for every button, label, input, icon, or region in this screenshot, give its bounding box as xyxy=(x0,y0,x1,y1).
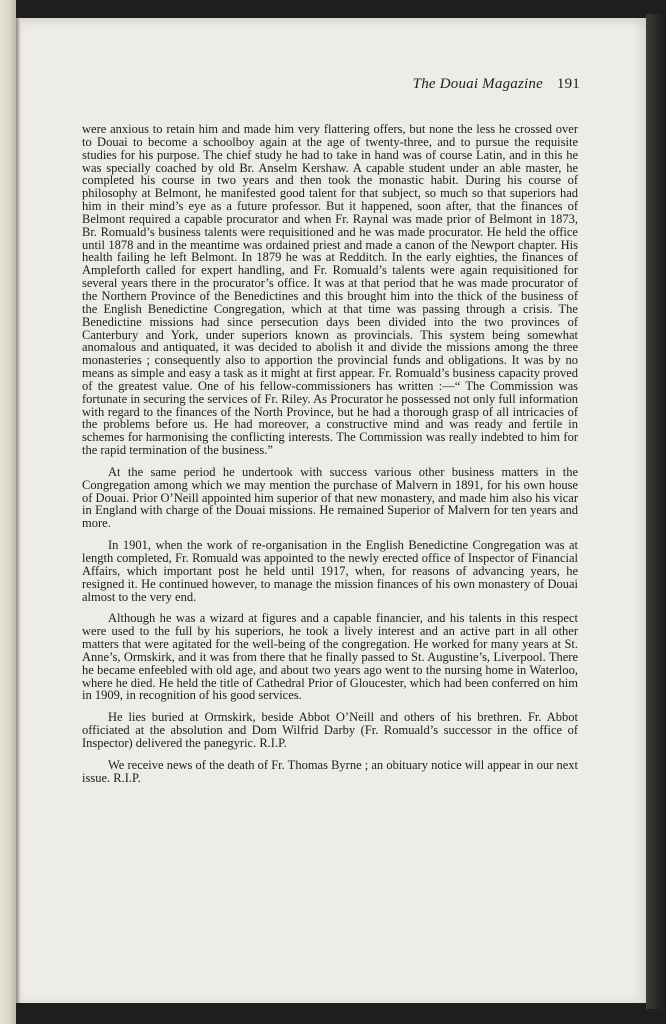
page-number: 191 xyxy=(556,76,580,92)
paragraph: We receive news of the death of Fr. Thomas Byrne ; an obituary notice will appear in our next issue. R.I.P. xyxy=(82,757,578,785)
paragraph: Although he was a wizard at figures and a capable financier, and his talents in this respect were used to the full by his superiors, he took a lively interest and an active part in all other matters that were agitated for the well-being of the congregation. He worked for many years at St. Anne’s, Ormskirk, and it was from there that he finally passed to St. Augustine’s, Liverpool. There he became enfeebled with old age, and about two years ago went to the nursing home in Waterloo, where he died. He held the title of Cathedral Prior of Gloucester, which had been conferred on him in 1909, in recognition of his good services. xyxy=(82,611,578,703)
paragraph: He lies buried at Ormskirk, beside Abbot O’Neill and others of his brethren. Fr. Abbot officiated at the absolution and Dom Wilfrid Darby (Fr. Romuald’s successor in the office of Inspector) delivered the panegyric. R.I.P. xyxy=(82,710,578,750)
running-header xyxy=(413,76,580,93)
page-edge-shadow xyxy=(646,14,666,1009)
book-binding xyxy=(0,0,16,1024)
paragraph: At the same period he undertook with success various other business matters in the Congregation among which we may mention the purchase of Malvern in 1891, for his own house of Douai. Prior O’Neill appointed him superior of that new monastery, and made him also his vicar in England with charge of the Douai missions. He remained Superior of Malvern for ten years and more. xyxy=(82,464,578,531)
paragraph: were anxious to retain him and made him very flattering offers, but none the less he crossed over to Douai to become a schoolboy again at the age of twenty-three, and to pursue the requisite studies for his purpose. The chief study he had to take in hand was of course Latin, and in this he was specially coached by old Br. Anselm Kershaw. A capable student under an able master, he completed his course in two years and then took the monastic habit. During his course of philosophy at Belmont, he manifested good talent for that subject, so much so that superiors had him in their mind’s eye as a future professor. But it happened, soon after, that the finances of Belmont required a capable procurator and when Fr. Raynal was made prior of Belmont in 1873, Br. Romuald’s business talents were requisitioned and he was made procurator. He held the office until 1878 and in the meantime was ordained priest and made a canon of the Newport chapter. His health failing he left Belmont. In 1879 he was at Redditch. In the early eighties, the finances of Ampleforth called for expert handling, and Fr. Romuald’s talents were again requisitioned for several years there in the procurator’s office. It was at that period that he was made procurator of the Northern Province of the Benedictines and this brought him into the thick of the business of the English Benedictine Congregation, which at that time was passing through a crisis. The Benedictine missions had since persecution days been divided into the two provinces of Canterbury and York, under superiors known as provincials. This system being somewhat anomalous and antiquated, it was decided to abolish it and divide the missions among the three monasteries ; consequently also to apportion the provincial funds and obligations. It was by no means as simple and easy a task as it might at first appear. Fr. Romuald’s business capacity proved of the greatest value. One of his fellow-commissioners has written :—“ The Commission was fortunate in securing the services of Fr. Riley. As Procurator he possessed not only full information with regard to the finances of the North Province, but he had a thorough grasp of all intricacies of the problems before us. He had moreover, a constructive mind and was ready and fertile in schemes for harmonising the conflicting interests. The Commission was really indebted to him for the rapid termination of the business.” xyxy=(82,122,578,458)
article-body xyxy=(82,123,578,785)
paragraph: In 1901, when the work of re-organisation in the English Benedictine Congregation was at length completed, Fr. Romuald was appointed to the newly erected office of Inspector of Financial Affairs, which important post he held until 1917, when, for reasons of advancing years, he resigned it. He continued however, to manage the mission finances of his own monastery of Douai almost to the very end. xyxy=(82,538,578,604)
magazine-title: The Douai Magazine xyxy=(412,76,543,92)
